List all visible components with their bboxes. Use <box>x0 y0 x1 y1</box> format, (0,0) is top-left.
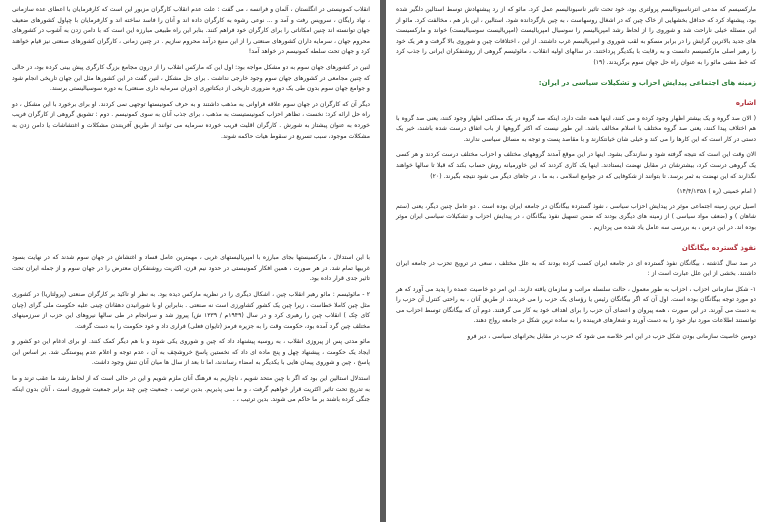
right-paragraph-1: ( الان صد گروه و یک بیشتر اظهار وجود کرده و می کنند، اینها همه علت دارد، اینکه صد گروه در یک مملکتی اظهار وجود کنند، یعنی صد گروه با هم اختلاف پیدا کنند، یعنی صد گروه مختلف با اسلام مخالف باشد. این طور نیست که اکثر گروهها از باب اتفاق درست شده باشند، خیر یک دستی در کار است که این کارها را می کند و خیلی شان خیانتکارند و با مقاصد پست و توجه به مسائل سیاسی ندارند. <box>396 114 756 143</box>
right-page <box>386 0 768 522</box>
right-paragraph-3: اصیل ترین زمینه اجتماعی موثر در پیدایش احزاب سیاسی ، نفوذ گسترده بیگانگان در جامعه ایران بوده است . دو عامل چنین دیگر، یعنی (ستم شاهان ) و (ضعف مواد سیاسی ) از زمینه های دیگری بودند که ضمن تسهیل نفوذ بیگانگان ، در پیدایش احزاب و تشکیلات سیاسی ایران موثر بوده اند. در این درس ، به بررسی سه عامل یاد شده می پردازیم . <box>396 202 756 231</box>
right-intro-paragraph: مارکسیسم که مدعی انترناسیونالیسم پرولتری بود، خود تحت تاثیر ناسیونالیسم عمل کرد. مائو که از رد پیشنهادش توسط استالین دلگیر شده بود، پیشنهاد کرد که حداقل بخشهایی از خاک چین که در اشغال روسهاست ، به چین بازگردانده شود. استالین ، این بار هم ، مخالفت کرد. مائو از این مسئله خیلی ناراحت شد و شوروی را از لحاظ رشد امپریالیسم را سوسیال امپریالیست (امپریالیست سوسیالیست) خواند و مارکسیست های جدید بالاترین گرایش را در برابر مسکو به لقب شوروی و امپریالیسم غرب داشتند. از این ، اختلافات چین و شوروی بالا گرفت و هر یک خود را رهبر اصلی مارکسیسم دانست و به رقابت با یکدیگر پرداختند. در سالهای اولیه انقلاب ، مائوئیسم گروهی از روشنفکران ایرانی را جذب کرد که خط مشی مائو را به عنوان راه حل جهان سوم برگزیدند. (۱۹) <box>396 6 756 66</box>
right-paragraph-2: الان وقت این است که نتیجه گرفته شود و سازندگی بشود. اینها در این موقع آمدند گروههای مختلف و احزاب مختلف درست کردند و هر کسی یک گروهی درست کرد، بیشترشان در مقابل نهضت ایستادند. اینها یک کاری کردند که این خاورمیانه روش حساب بکند که قبلا تا سالها خواهند نگذارند که این نهضت به ثمر برسد. تا بتوانند از شکوفایی که در جوامع اسلامی ، به ما ، در جاهای دیگر می شود نتیجه بگیرند. (۲۰) <box>396 151 756 180</box>
right-paragraph-6: دومین خاصیت سازمانی بودن شکل حزب در این امر خلاصه می شود که حزب در مقابل بحرانهای سیاسی ، دیر فرو <box>467 333 756 341</box>
left-paragraph-2: لنین در کشورهای جهان سوم به دو مشکل مواجه بود: اول این که مارکس انقلاب را از درون مجامع بزرگ کارگری پیش بینی کرده بود، در حالی که چنین مجامعی در کشورهای جهان سوم وجود خارجی نداشت . برای حل مشکل ، لنین گفت در این کشورها مثل این جهان تاریخی انجام شود و جوامع جهان سوم بدون طی یک دوره ضروری تاریخی از دیکتاتوری (دوران سرمایه داری صنعتی) به دوره سوسیالیستی برسند. <box>12 63 370 93</box>
right-paragraph-4: در صد سال گذشته ، بیگانگان نفوذ گسترده ای در جامعه ایران کسب کرده بودند که به علل مختلف ، سعی در ترویج تحزب در جامعه ایران داشتند. بخشی از این علل عبارت است از : <box>396 259 756 278</box>
section-heading: زمینه های اجتماعی پیدایش احزاب و تشکیلات سیاسی در ایران: <box>538 78 756 87</box>
left-paragraph-6: مائو مدتی پس از پیروزی انقلاب ، به روسیه پیشنهاد داد که چین و شوروی یکی شوند و با هم دیگر کمک کنند. او برای ادغام این دو کشور و ایجاد یک حکومت ، پیشنهاد چهل و پنج ماده ای داد که نخستین پاسخ خروشچف به آن ، عدم توجه و اعلام عدم پیوستگی شد. بر اساس این پاسخ ، چین و شوروی پیمان هایی با یکدیگر به امضاء رساندند، اما تا بعد از سال ها میان آنان تنش وجود داشت. <box>12 338 370 367</box>
left-paragraph-3: دیگر آن که کارگران در جهان سوم علاقه فراوانی به مذهب داشتند و به حرف کمونیستها توجهی نمی کردند. او برای برخورد با این مشکل ، دو راه حل ارائه کرد: نخست ، تظاهر احزاب کمونیستیست به مذهب ، برای جذب آنان به سوی کمونیسم . دوم : تشویق گروهی از کارگران فریب خورده به عنوان پیشتاز به شورش . کارگران اقلیت فریب خورده سرمایه می توانند از طریق آفرینندن مشکلات و اغتشاشات یا دامن زدن به مشکلات موجود، سبب تسریع در سقوط هیات حاکمه شوند. <box>12 100 370 140</box>
blank-space <box>12 147 370 253</box>
right-paragraph-5: ۱- شکل سازمانی احزاب ، احزاب به طور معمول ، حالت سلسله مراتب و سازمان یافته دارند. این امر دو خاصیت عمده را پدید می آورد که هر دو مورد توجه بیگانگان بوده است. اول آن که اگر بیگانگان رئیس یا رؤسای یک حزب را می خریدند، از طریق آنان ، به راحتی کنترل آن حزب را به دست می آورند. در این صورت ، همه پیروان و اعضای آن حزب را برای اهداف خود به کار می گرفتند. دوم آن که بیگانگان توسط احزاب می توانستند اطلاعات مورد نیاز خود را به دست آورند و شعارهای فریبنده را به ساده ترین شکل در جامعه رواج دهند. <box>396 285 756 325</box>
left-page <box>0 0 380 522</box>
left-paragraph-1: انقلاب کمونیستی در انگلستان ، آلمان و فرانسه ، می گفت : علت عدم انقلاب کارگران مزبور این است که کارفرمایان با اعطای عده سازمانی ، نهاد رایگان ، سرویس رفت و آمد و ... نوعی رشوه به کارگران داده اند و آنان را فاسد ساخته اند و کارفرمایان با چپاول کشورهای ضعیف جهان توانسته اند چنین امکاناتی را برای کارگران خود فراهم کنند. بنابر این راه طبیعی مبارزه این است که با دامن زدن به آشوب در کشورهای محروم جهان ، سرمایه داران کشورهای صنعتی را از این منبع درآمد محروم سازیم . در چنین زمانی ، کارگران کشورهای صنعتی نیز قیام خواهند کرد و جهان تحت سلطه کمونیسم در خواهد آمد! <box>12 6 370 56</box>
subsection-heading-foreign: نفوذ گسترده بیگانگان <box>681 243 756 252</box>
left-paragraph-5: ۲ - مائوئیسم : مائو رهبر انقلاب چین ، اشکال دیگری را در نظریه مارکس دیده بود. به نظر او تاکید بر کارگران صنعتی (پرولتاریا) در کشوری مثل چین کاملا خطاست ، زیرا چین یک کشور کشاورزی است نه صنعتی . بنابراین او با شورانیدن دهقانان چینی علیه حکومت ملی گرای (چیان کای چک ) انقلاب چین را رهبری کرد و در سال (۱۹۴۹م / ۱۳۳۹ ش) پیروز شد و سرانجام در طی سالها نیروهای این حزب از سرزمینهای مختلف چین گرد آمده بود، حکومت وقت را به جزیره فرمز (تایوان فعلی) فراری داد و خود حکومت را به دست گرفت. <box>12 290 371 330</box>
left-paragraph-7: استدلال استالین این بود که اگر با چین متحد شویم ، ناچاریم به فرهنگ آنان ملزم شویم و این در حالی است که از لحاظ رشد ما عقب ترند و ما به تدریج تحت تاثیر اکثریت قرار خواهیم گرفت ، و ما نمی پذیریم. بدین ترتیب ، جمعیت چین چند برابر جمعیت شوروی است ، آنان بدون اینکه جنگی کرده باشند بر ما حاکم می شوند. بدین ترتیب ، . <box>12 375 370 404</box>
quote-reference: ( امام خمینی (ره ) ۱۴/۴/۱۳۵۸) <box>676 188 756 196</box>
subsection-heading-intro: اشاره <box>735 98 756 107</box>
left-paragraph-4: با این استدلال ، مارکسیستها بجای مبارزه با امپریالیستهای غربی ، مهمترین عامل فساد و اغتشاش در جهان سوم شدند که در نهایت بسود غربیها تمام شد. در هر صورت ، همین افکار کمونیستی در حدود نیم قرن، اکثریت روشنفکران معترض را در جهان سوم و از جمله ایران تحت تاثیر جدی قرار داده بود. <box>12 254 370 283</box>
